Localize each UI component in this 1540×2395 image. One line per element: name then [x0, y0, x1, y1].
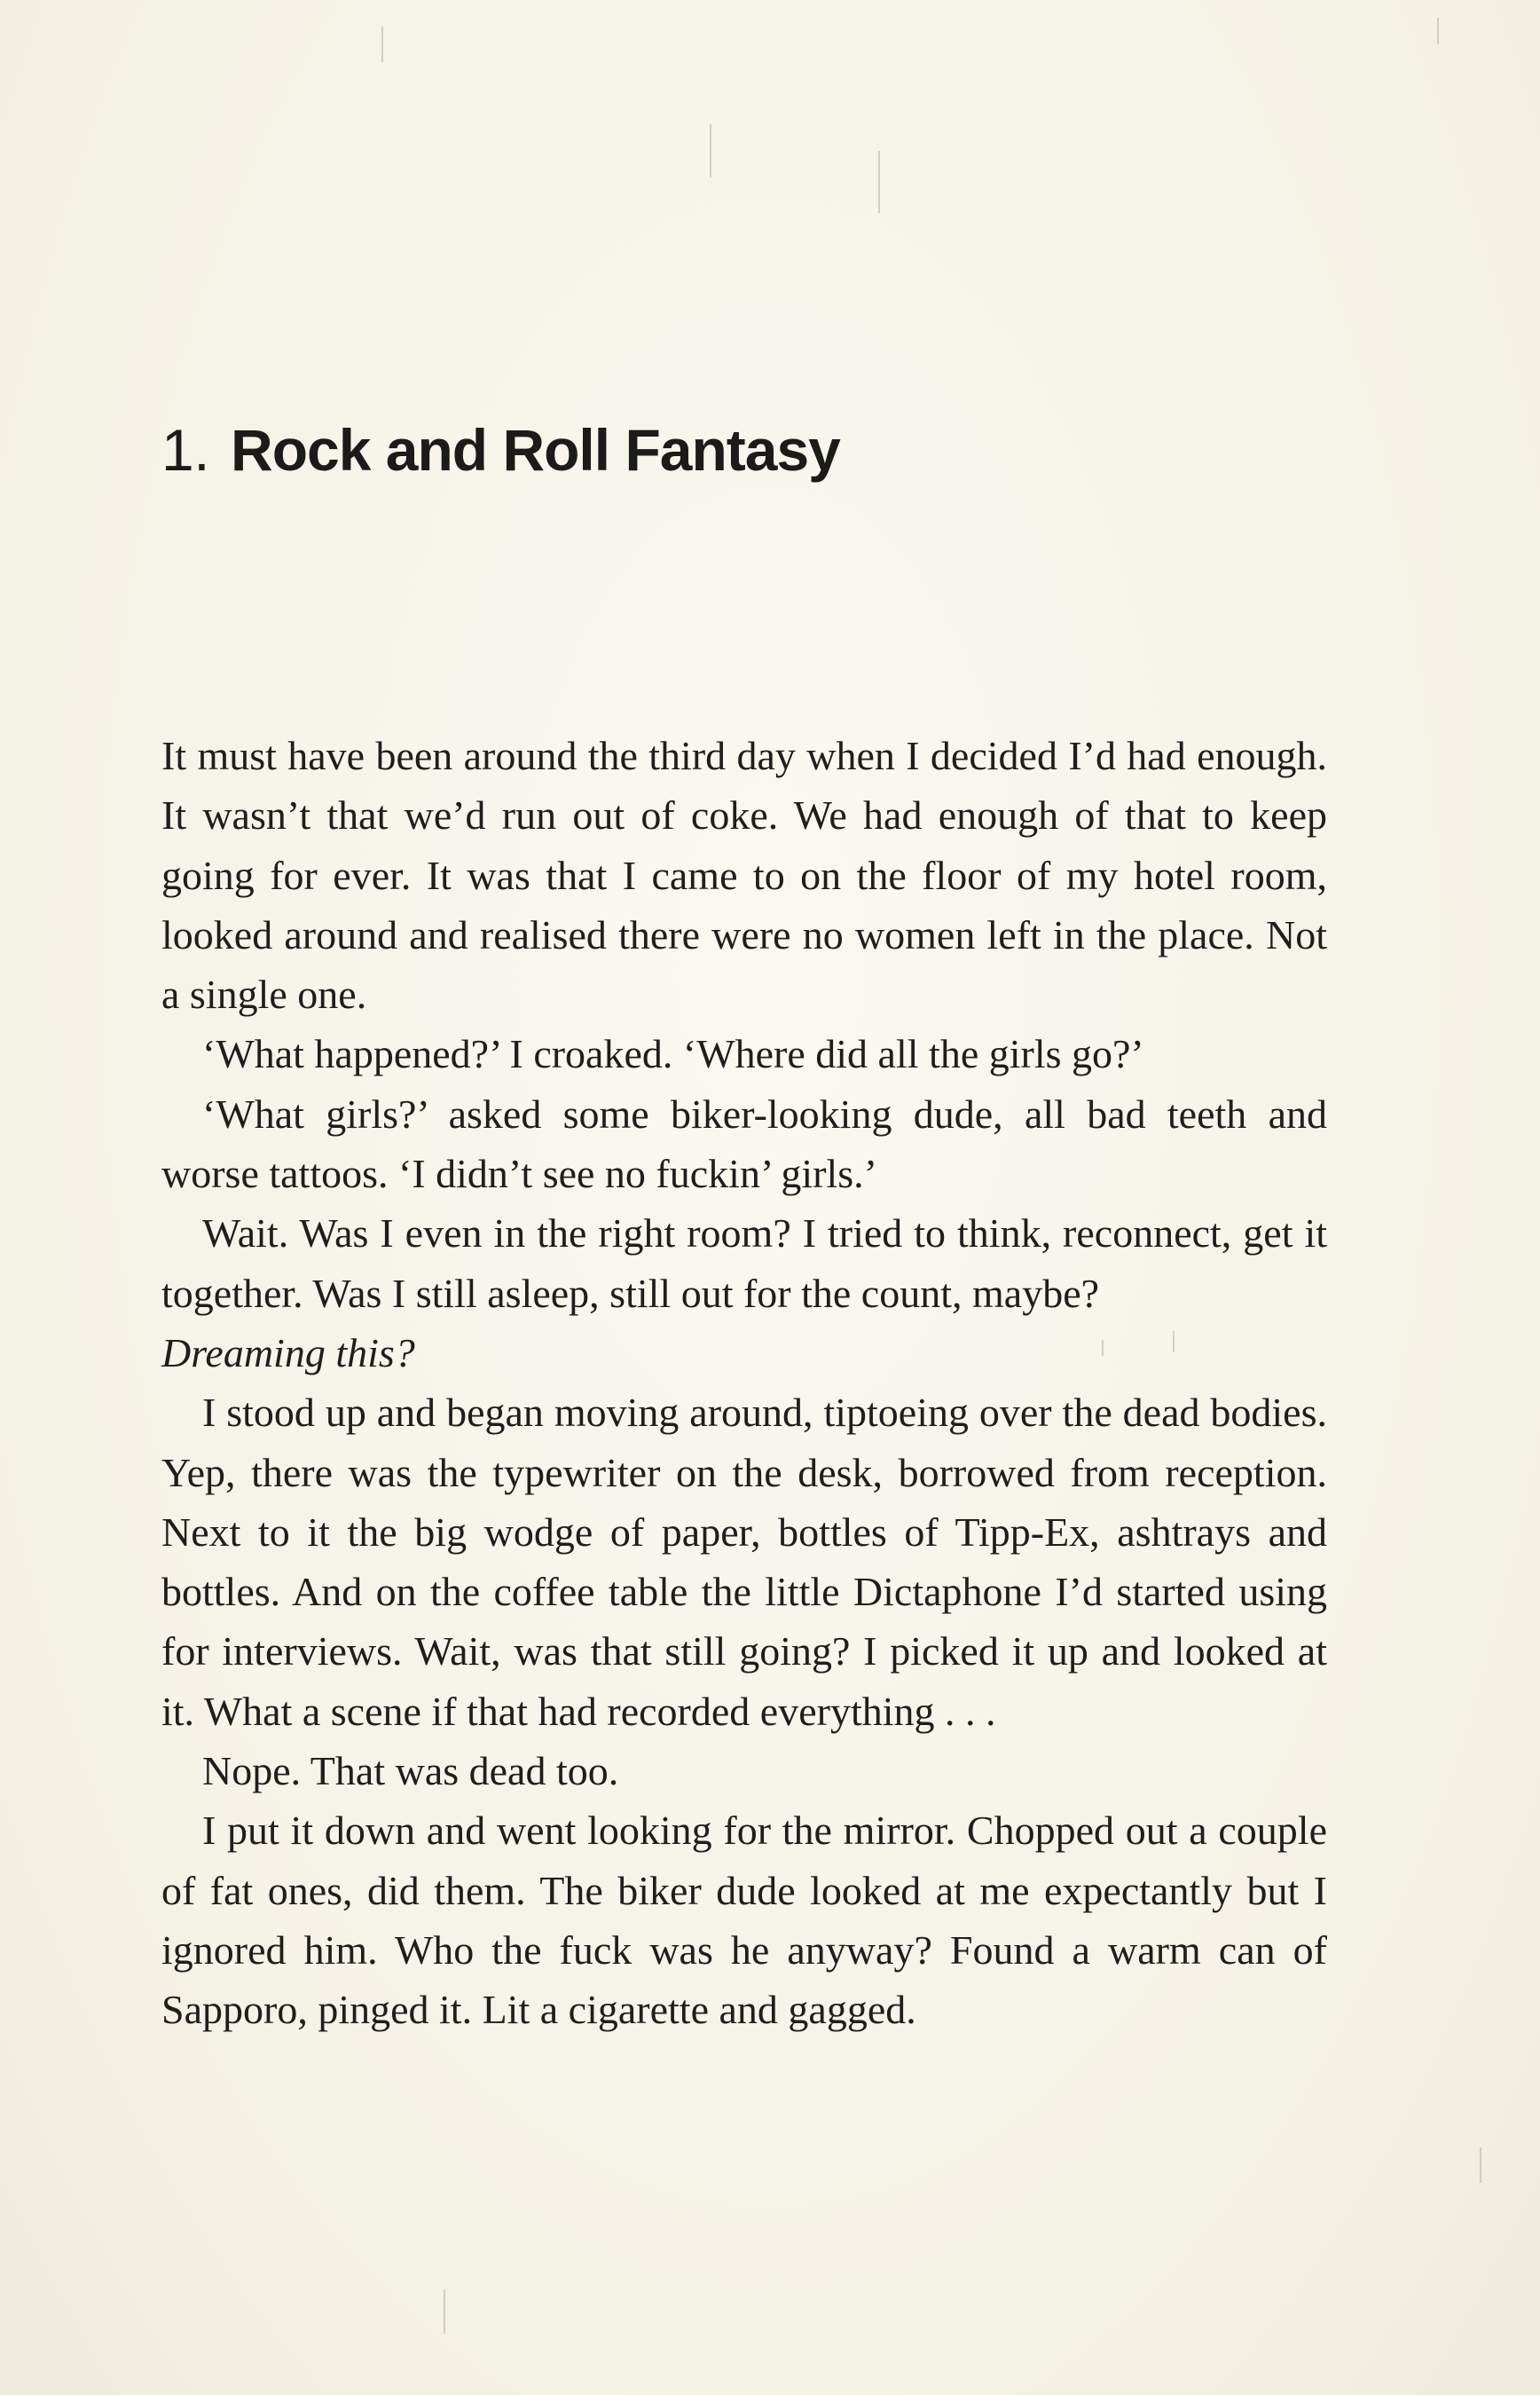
paragraph: Wait. Was I even in the right room? I tried to think, reconnect, get it together. Was I still asleep, still out for the count, maybe? [161, 1210, 1327, 1316]
chapter-heading [161, 410, 840, 490]
scan-mark [1437, 18, 1439, 44]
paragraph: I stood up and began moving around, tiptoeing over the dead bodies. Yep, there was the typewriter on the desk, borrowed from reception. Next to it the big wodge of paper, bottles of Tipp-Ex, ashtrays and bottles. And on the coffee table the little Dictaphone I’d started using for interviews. Wait, was that still going? I picked it up and looked at it. What a scene if that had recorded everything . . . [161, 1390, 1327, 1734]
scan-mark [1102, 1340, 1104, 1356]
scan-mark [444, 2289, 445, 2334]
paragraph: Nope. That was dead too. [202, 1748, 619, 1794]
scan-mark [878, 151, 880, 213]
paragraph: I put it down and went looking for the mirror. Chopped out a couple of fat ones, did them. The biker dude looked at me expectantly but I ignored him. Who the fuck was he anyway? Found a warm can of Sapporo, pinged it. Lit a cigarette and gagged. [161, 1808, 1327, 2033]
paragraph: ‘What happened?’ I croaked. ‘Where did all the girls go?’ [202, 1031, 1144, 1077]
scan-mark [1173, 1331, 1175, 1352]
chapter-number: 1. [161, 417, 210, 483]
chapter-title: Rock and Roll Fantasy [231, 417, 840, 483]
scan-mark [1480, 2147, 1481, 2183]
paragraph: It must have been around the third day when I decided I’d had enough. It wasn’t that we’d run out of coke. We had enough of that to keep going for ever. It was that I came to on the floor of my hotel room, looked around and realised there were no women left in the place. Not a single one. [161, 733, 1327, 1018]
paragraph-italic: Dreaming this? [161, 1329, 415, 1375]
scan-mark [381, 27, 383, 62]
scan-mark [710, 124, 711, 177]
chapter-body [161, 726, 1327, 2040]
paragraph: ‘What girls?’ asked some biker-looking dude, all bad teeth and worse tattoos. ‘I didn’t see no fuckin’ girls.’ [161, 1091, 1327, 1197]
